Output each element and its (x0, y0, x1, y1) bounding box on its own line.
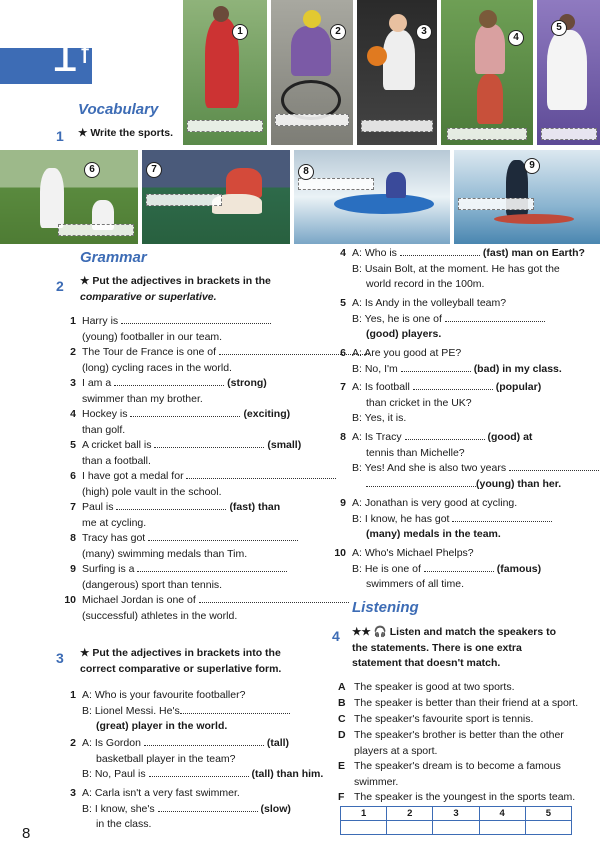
item-text (82, 345, 312, 376)
item-line-text: (many) swimming medals than Tim. (82, 547, 248, 560)
statement-text (354, 680, 578, 696)
item-text (82, 469, 312, 500)
item-line (82, 392, 312, 408)
item-line (352, 346, 576, 362)
item-text (82, 786, 312, 833)
photo-number-4: 4 (508, 30, 524, 46)
statement-line (354, 759, 578, 775)
statement-letter: B (338, 697, 346, 709)
item-tail: (small) (267, 439, 302, 451)
item-line-text: B: No, Paul is (82, 768, 149, 780)
photo-number-2: 2 (330, 24, 346, 40)
answer-box-6[interactable] (58, 224, 134, 236)
item-tail: (popular) (495, 381, 542, 393)
statement-line-text: The speaker's favourite sport is tennis. (354, 713, 534, 725)
item-line (82, 314, 312, 330)
statement-line-text: The speaker is good at two sports. (354, 681, 515, 693)
exercise-2-item (62, 438, 312, 470)
item-line (352, 446, 576, 462)
item-tail: (good) at (487, 431, 533, 443)
exercise-2-item (332, 246, 585, 296)
item-text (82, 376, 312, 407)
item-line (82, 345, 312, 361)
statement-line (354, 790, 578, 806)
answer-blank[interactable] (424, 563, 494, 572)
item-line-text: swimmer than my brother. (82, 392, 203, 405)
item-line (82, 407, 312, 423)
statement-line (354, 775, 578, 791)
item-tail: (tall) (266, 737, 290, 749)
answer-blank[interactable] (413, 381, 493, 390)
item-line (352, 246, 585, 262)
item-line-text: (young) than her. (476, 477, 562, 490)
exercise-2-item (332, 430, 576, 490)
statement-line-text: players at a sport. (354, 744, 438, 757)
item-line (82, 562, 312, 578)
exercise-2-item (62, 531, 312, 563)
item-line (82, 688, 312, 704)
item-number: 5 (70, 439, 76, 451)
exercise-2-item (62, 500, 312, 532)
photo-basketball (357, 0, 437, 145)
item-line (352, 411, 576, 427)
item-text (82, 562, 312, 593)
item-line-text: (good) players. (366, 328, 442, 340)
item-line (82, 485, 312, 501)
item-line (82, 817, 312, 833)
item-tail: (exciting) (243, 408, 291, 420)
item-text (352, 346, 576, 377)
photo-number-5: 5 (551, 20, 567, 36)
item-number: 2 (70, 737, 76, 749)
item-text (82, 736, 324, 783)
item-text (352, 246, 585, 293)
item-number: 9 (70, 563, 76, 575)
answer-blank[interactable] (400, 247, 480, 256)
item-number: 9 (340, 497, 346, 509)
exercise-2-item (62, 562, 312, 594)
item-line-text: (long) cycling races in the world. (82, 361, 232, 374)
item-line-text: B: I know, she's (82, 802, 158, 815)
item-line (352, 327, 576, 343)
item-number: 6 (70, 470, 76, 482)
item-line-text: B: Yes, he is one of (352, 312, 445, 325)
answer-blank[interactable] (180, 705, 290, 714)
answer-blank[interactable] (509, 462, 600, 471)
answer-blank[interactable] (121, 315, 271, 324)
item-line-text: B: I know, he has got (352, 512, 453, 525)
statement-text (354, 728, 578, 759)
item-line (82, 593, 312, 609)
answer-table (340, 806, 572, 835)
item-number: 1 (70, 689, 76, 701)
exercise-2-item (332, 296, 576, 346)
item-line-text: swimmers of all time. (366, 578, 465, 590)
item-line (82, 609, 312, 625)
exercise-2-number: 2 (56, 278, 64, 294)
item-line (82, 802, 312, 818)
photo-number-9: 9 (524, 158, 540, 174)
item-line-text: The Tour de France is one of (82, 346, 219, 358)
vocabulary-title: Vocabulary (78, 101, 159, 118)
unit-letter: f (80, 38, 89, 69)
answer-box-4[interactable] (447, 128, 527, 140)
photo-number-8: 8 (298, 164, 314, 180)
item-line-text: B: Yes! And she is also two years (352, 462, 510, 474)
item-line-text: (successful) athletes in the world. (82, 609, 238, 622)
answer-table-header-3: 3 (433, 807, 479, 821)
item-number: 4 (340, 247, 346, 259)
item-line-text: Paul is (82, 501, 117, 513)
item-line (82, 330, 312, 346)
exercise-3-number: 3 (56, 650, 64, 666)
item-line-text: A: Is Tracy (352, 431, 405, 443)
exercise-4-instruction-line3: statement that doesn't match. (352, 657, 501, 669)
item-line (82, 736, 312, 752)
exercise-2-instruction-line1: ★ Put the adjectives in brackets in the (80, 275, 271, 287)
item-line (82, 704, 312, 720)
item-line-text: A: Is Andy in the volleyball team? (352, 297, 507, 309)
answer-blank[interactable] (144, 737, 264, 746)
answer-table-row (341, 821, 572, 835)
item-line (352, 577, 576, 593)
item-tail: (bad) in my class. (473, 362, 562, 375)
exercise-1-instruction: ★ Write the sports. (78, 127, 173, 139)
answer-blank[interactable] (130, 408, 240, 417)
statement-text (354, 712, 578, 728)
answer-blank[interactable] (199, 594, 349, 603)
answer-table-header-4: 4 (479, 807, 525, 821)
statement-line (354, 728, 578, 744)
answer-blank[interactable] (445, 313, 545, 322)
item-line-text: Michael Jordan is one of (82, 594, 199, 606)
item-line-text: B: Usain Bolt, at the moment. He has got the (352, 262, 560, 275)
statement-line-text: The speaker is better than their friend at a sport. (354, 697, 579, 709)
item-number: 6 (340, 347, 346, 359)
item-number: 1 (70, 315, 76, 327)
item-line-text: Surfing is a (82, 563, 138, 575)
item-line-text: I am a (82, 377, 115, 389)
exercise-2-instruction (80, 274, 310, 305)
item-line (82, 376, 312, 392)
item-line (352, 461, 576, 477)
answer-blank[interactable] (148, 532, 298, 541)
unit-digit: 1 (51, 29, 78, 82)
item-number: 10 (334, 547, 346, 559)
exercise-2-item (332, 546, 576, 596)
item-line (352, 277, 576, 293)
item-line-text: B: Lionel Messi. He's (82, 704, 180, 717)
exercise-2-item (62, 314, 312, 346)
item-tail: (tall) than him. (251, 768, 324, 780)
item-number: 7 (340, 381, 346, 393)
item-line-text: (young) footballer in our team. (82, 330, 223, 343)
item-line (352, 362, 576, 378)
unit-number (40, 24, 100, 84)
exercise-4-number: 4 (332, 628, 340, 644)
exercise-3-item (62, 786, 312, 834)
statement-line (354, 712, 578, 728)
item-line (82, 500, 312, 516)
item-line-text: A: Jonathan is very good at cycling. (352, 497, 518, 509)
statement-text (354, 759, 578, 790)
exercise-3-instruction-line2: correct comparative or superlative form. (80, 662, 282, 675)
answer-blank[interactable] (366, 478, 476, 487)
exercise-2-item (62, 345, 312, 377)
answer-table-header-2: 2 (387, 807, 433, 821)
item-number: 8 (70, 532, 76, 544)
item-number: 7 (70, 501, 76, 513)
answer-box-3[interactable] (361, 120, 433, 132)
photo-tennis (142, 150, 290, 244)
answer-blank[interactable] (452, 513, 552, 522)
item-number: 8 (340, 431, 346, 443)
answer-blank[interactable] (158, 803, 258, 812)
exercise-1-number: 1 (56, 128, 64, 144)
item-text (352, 430, 576, 492)
item-line-text: (high) pole vault in the school. (82, 485, 222, 498)
item-line-text: (dangerous) sport than tennis. (82, 578, 223, 591)
statement-text (354, 790, 578, 806)
photo-golf (441, 0, 533, 145)
answer-cell-4[interactable] (479, 821, 525, 835)
exercise-2-item (332, 496, 576, 546)
answer-box-7[interactable] (146, 194, 222, 206)
item-line (352, 477, 576, 493)
answer-cell-1[interactable] (341, 821, 387, 835)
item-line-text: than a football. (82, 454, 151, 467)
statement-letter: F (338, 791, 345, 803)
item-text (82, 407, 312, 438)
item-line (82, 516, 312, 532)
item-text (82, 593, 312, 624)
item-line-text: I have got a medal for (82, 470, 187, 482)
statement-line (354, 744, 578, 760)
photo-number-6: 6 (84, 162, 100, 178)
item-line-text: (great) player in the world. (96, 720, 228, 732)
answer-box-1[interactable] (187, 120, 263, 132)
item-number: 3 (70, 787, 76, 799)
item-tail: (famous) (496, 562, 542, 575)
item-text (352, 380, 576, 427)
item-line (82, 469, 312, 485)
item-line (352, 430, 576, 446)
photo-number-1: 1 (232, 24, 248, 40)
item-line-text: B: No, I'm (352, 362, 401, 375)
answer-box-5[interactable] (541, 128, 597, 140)
item-line (82, 767, 324, 783)
item-line (352, 296, 576, 312)
answer-blank[interactable] (401, 363, 471, 372)
item-line-text: in the class. (96, 818, 152, 830)
photo-number-7: 7 (146, 162, 162, 178)
exercise-2-item (62, 469, 312, 501)
item-line (82, 531, 312, 547)
statement-line (354, 696, 578, 712)
answer-blank[interactable] (149, 768, 249, 777)
item-line-text: tennis than Michelle? (366, 446, 465, 459)
item-text (82, 500, 312, 531)
statement-text (354, 696, 578, 712)
item-line (82, 423, 312, 439)
item-line-text: world record in the 100m. (366, 278, 485, 290)
answer-cell-2[interactable] (387, 821, 433, 835)
item-line (82, 454, 312, 470)
item-number: 5 (340, 297, 346, 309)
exercise-3-item (62, 736, 324, 784)
answer-blank[interactable] (137, 563, 287, 572)
item-line-text: A cricket ball is (82, 439, 155, 451)
item-line-text: me at cycling. (82, 516, 147, 529)
photo-cycling (271, 0, 353, 145)
answer-blank[interactable] (114, 377, 224, 386)
statement-letter: D (338, 729, 346, 741)
item-line (82, 438, 312, 454)
item-text (352, 546, 576, 593)
item-line-text: B: He is one of (352, 562, 424, 575)
item-line (352, 312, 576, 328)
photo-hockey (183, 0, 267, 145)
item-number: 3 (70, 377, 76, 389)
item-line-text: A: Who is (352, 247, 400, 259)
item-line (82, 547, 312, 563)
statement-letter: C (338, 713, 346, 725)
item-text (352, 296, 576, 343)
item-line-text: than golf. (82, 423, 126, 436)
item-line-text: A: Carla isn't a very fast swimmer. (82, 787, 240, 799)
item-line-text: basketball player in the team? (96, 752, 236, 765)
item-line (82, 752, 312, 768)
photo-cricket (0, 150, 138, 244)
item-line (352, 527, 576, 543)
item-line (352, 512, 576, 528)
item-line-text: Harry is (82, 315, 122, 327)
item-tail: (slow) (260, 802, 291, 815)
photo-karate (537, 0, 600, 145)
exercise-2-item (62, 593, 312, 625)
item-line-text: (many) medals in the team. (366, 528, 501, 540)
item-text (82, 314, 312, 345)
answer-box-2[interactable] (275, 114, 349, 126)
exercise-2-item (62, 407, 312, 439)
item-line-text: A: Who's Michael Phelps? (352, 547, 474, 559)
item-text (82, 531, 312, 562)
item-line-text: than cricket in the UK? (366, 396, 472, 409)
answer-box-9[interactable] (458, 198, 534, 210)
statement-line-text: swimmer. (354, 775, 399, 788)
exercise-2-item (332, 380, 576, 430)
exercise-3-instruction-line1: ★ Put the adjectives in brackets into the (80, 647, 281, 659)
item-line-text: Tracy has got (82, 532, 149, 544)
item-line (82, 719, 312, 735)
statement-letter: A (338, 681, 346, 693)
item-text (82, 438, 312, 469)
page-number: 8 (22, 825, 31, 842)
item-line (82, 361, 312, 377)
item-text (82, 688, 312, 735)
item-tail: (strong) (227, 377, 267, 389)
answer-box-8[interactable] (298, 178, 374, 190)
exercise-4-instruction-line2: the statements. There is one extra (352, 641, 522, 654)
answer-cell-3[interactable] (433, 821, 479, 835)
exercise-4-instruction (352, 625, 592, 672)
item-line-text: B: Yes, it is. (352, 412, 407, 424)
statement-line-text: The speaker is the youngest in the sports team. (354, 791, 576, 803)
exercise-4-instruction-line1: ★★ 🎧 Listen and match the speakers to (352, 626, 557, 638)
answer-table-header (341, 807, 572, 821)
item-line-text: A: Is football (352, 381, 413, 393)
statement-letter: E (338, 760, 346, 772)
statement-line-text: The speaker's brother is better than the other (354, 729, 564, 741)
item-line (352, 546, 576, 562)
answer-table-header-5: 5 (525, 807, 571, 821)
exercise-3-item (62, 688, 312, 736)
item-tail: (fast) than (229, 501, 281, 513)
answer-cell-5[interactable] (525, 821, 571, 835)
item-line-text: A: Who is your favourite footballer? (82, 689, 246, 701)
item-line (352, 562, 576, 578)
exercise-2-item (62, 376, 312, 408)
statement-line (354, 680, 578, 696)
item-line (352, 396, 576, 412)
grammar-title: Grammar (80, 249, 147, 266)
item-tail: (fast) man on Earth? (482, 247, 585, 259)
item-number: 4 (70, 408, 76, 420)
answer-blank[interactable] (186, 470, 336, 479)
answer-blank[interactable] (154, 439, 264, 448)
exercise-3-instruction (80, 646, 320, 677)
item-line-text: Hockey is (82, 408, 131, 420)
statement-line-text: The speaker's dream is to become a famous (354, 760, 561, 772)
item-line (352, 496, 576, 512)
photo-canoeing (294, 150, 450, 244)
photo-number-3: 3 (416, 24, 432, 40)
answer-blank[interactable] (116, 501, 226, 510)
item-number: 2 (70, 346, 76, 358)
answer-blank[interactable] (405, 431, 485, 440)
answer-table-header-1: 1 (341, 807, 387, 821)
item-line (82, 786, 312, 802)
item-line-text: A: Is Gordon (82, 737, 144, 749)
item-line (352, 380, 576, 396)
item-line (352, 262, 576, 278)
item-text (352, 496, 576, 543)
item-line (82, 578, 312, 594)
item-number: 10 (64, 594, 76, 606)
exercise-2-instruction-line2: comparative or superlative. (80, 290, 217, 303)
listening-title: Listening (352, 599, 419, 616)
item-line-text: A: Are you good at PE? (352, 347, 462, 359)
